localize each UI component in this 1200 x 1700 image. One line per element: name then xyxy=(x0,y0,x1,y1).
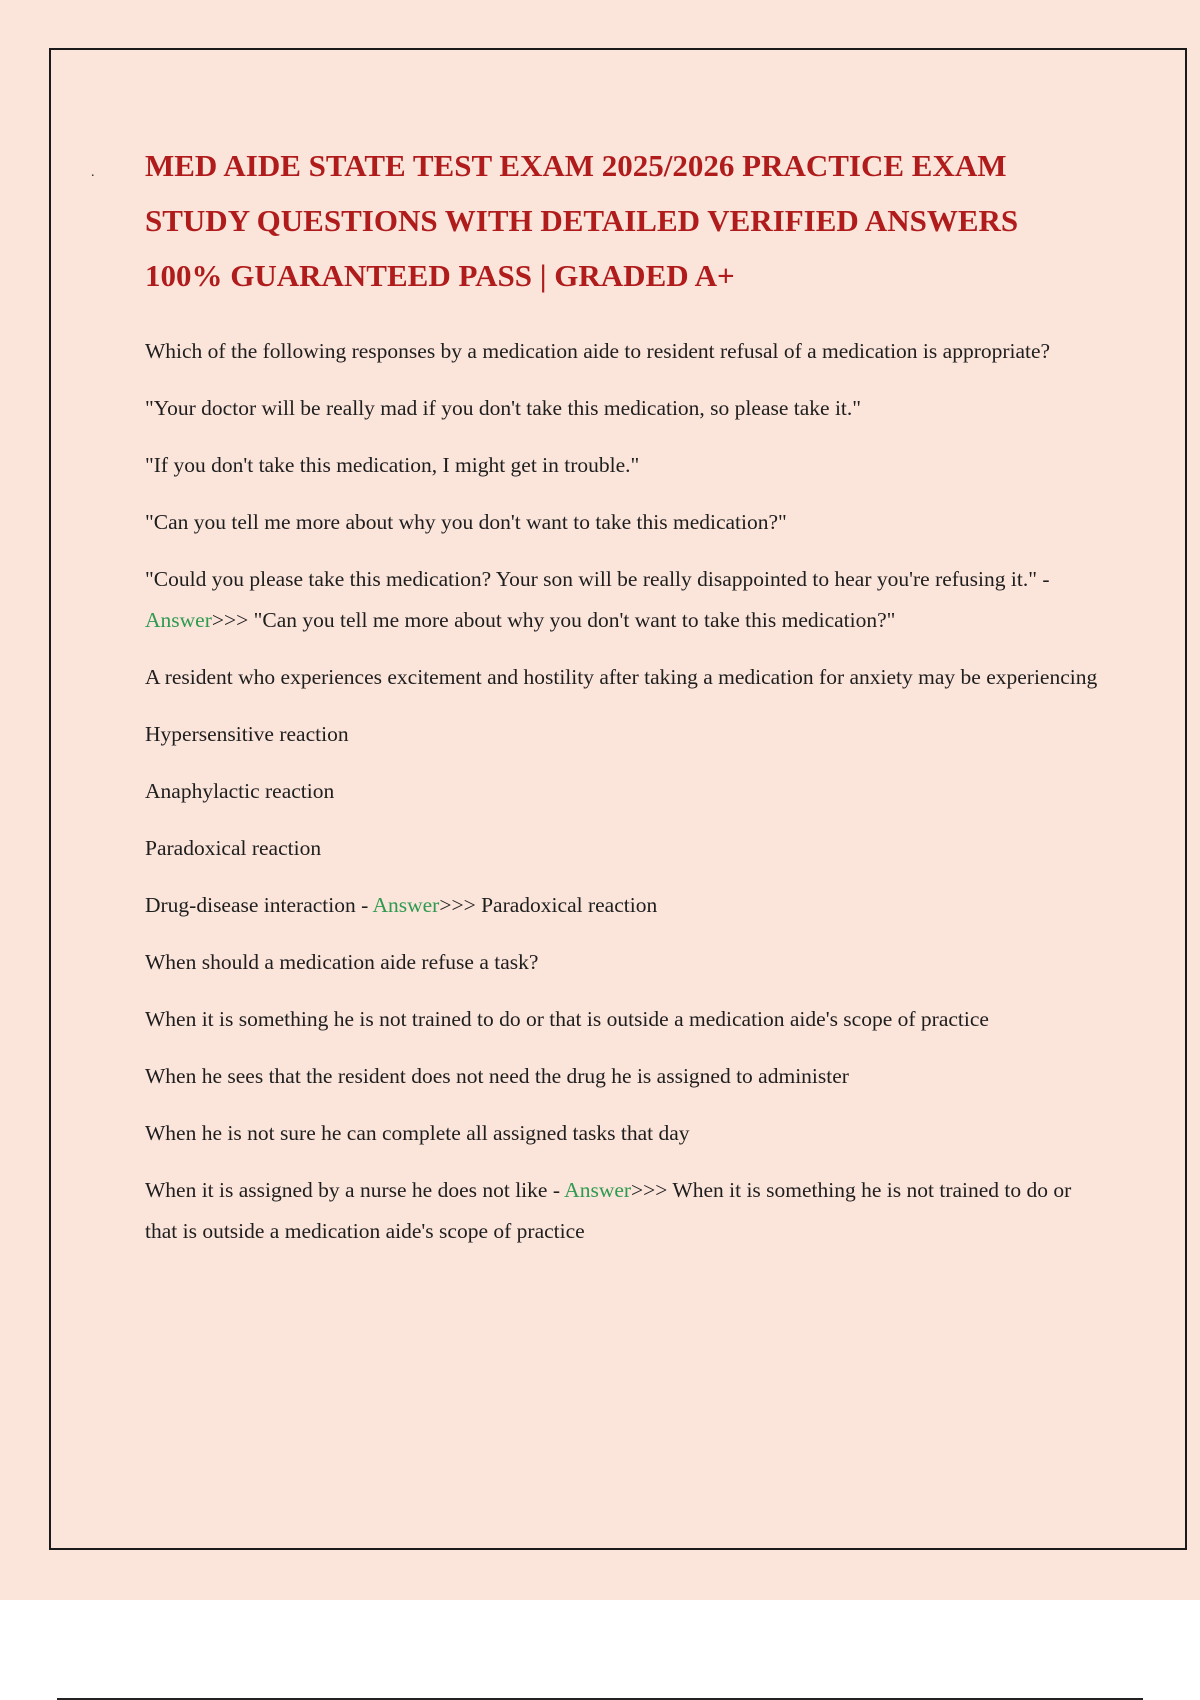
question-1-option-2: "If you don't take this medication, I might get in trouble." xyxy=(145,453,640,477)
question-3-answer: >>> When it is something he is not trained to do or that is outside a medication aide's scope of practice xyxy=(145,1178,1072,1243)
document-content xyxy=(145,138,1105,1268)
question-3-answer-label: Answer xyxy=(564,1178,632,1202)
question-1-option-1: "Your doctor will be really mad if you don't take this medication, so please take it." xyxy=(145,396,862,420)
question-1-text: Which of the following responses by a medication aide to resident refusal of a medication is appropriate? xyxy=(145,339,1051,363)
stray-dot: . xyxy=(91,165,95,180)
question-2-option-1: Hypersensitive reaction xyxy=(145,722,349,746)
question-2-answer: >>> Paradoxical reaction xyxy=(439,893,658,917)
question-1-option-4: "Could you please take this medication? Your son will be really disappointed to hear you're refusing it." - xyxy=(145,567,1050,591)
title-line-3: 100% GUARANTEED PASS | GRADED A+ xyxy=(145,258,735,293)
question-3-option-1: When it is something he is not trained to do or that is outside a medication aide's scope of practice xyxy=(145,1007,989,1031)
question-2-answer-label: Answer xyxy=(372,893,440,917)
question-1-option-3: "Can you tell me more about why you don't want to take this medication?" xyxy=(145,510,787,534)
question-3-option-4-with-answer xyxy=(145,1170,1105,1252)
question-3-option-2: When he sees that the resident does not need the drug he is assigned to administer xyxy=(145,1064,849,1088)
question-3-option-4: When it is assigned by a nurse he does not like - xyxy=(145,1178,565,1202)
question-2-text: A resident who experiences excitement and hostility after taking a medication for anxiety may be experiencing xyxy=(145,665,1098,689)
question-3-text: When should a medication aide refuse a task? xyxy=(145,950,539,974)
title-line-1: MED AIDE STATE TEST EXAM 2025/2026 PRACTICE EXAM xyxy=(145,148,1007,183)
document-title xyxy=(145,138,1105,303)
question-2-option-4: Drug-disease interaction - xyxy=(145,893,373,917)
question-2-option-3: Paradoxical reaction xyxy=(145,836,322,860)
question-1-answer: >>> "Can you tell me more about why you don't want to take this medication?" xyxy=(211,608,896,632)
question-2-option-4-with-answer xyxy=(145,885,1105,926)
question-1-answer-label: Answer xyxy=(145,608,212,632)
question-2-option-2: Anaphylactic reaction xyxy=(145,779,335,803)
question-list xyxy=(145,331,1105,1252)
question-3-option-3: When he is not sure he can complete all assigned tasks that day xyxy=(145,1121,690,1145)
title-line-2: STUDY QUESTIONS WITH DETAILED VERIFIED ANSWERS xyxy=(145,203,1019,238)
question-1-option-4-with-answer xyxy=(145,559,1105,641)
